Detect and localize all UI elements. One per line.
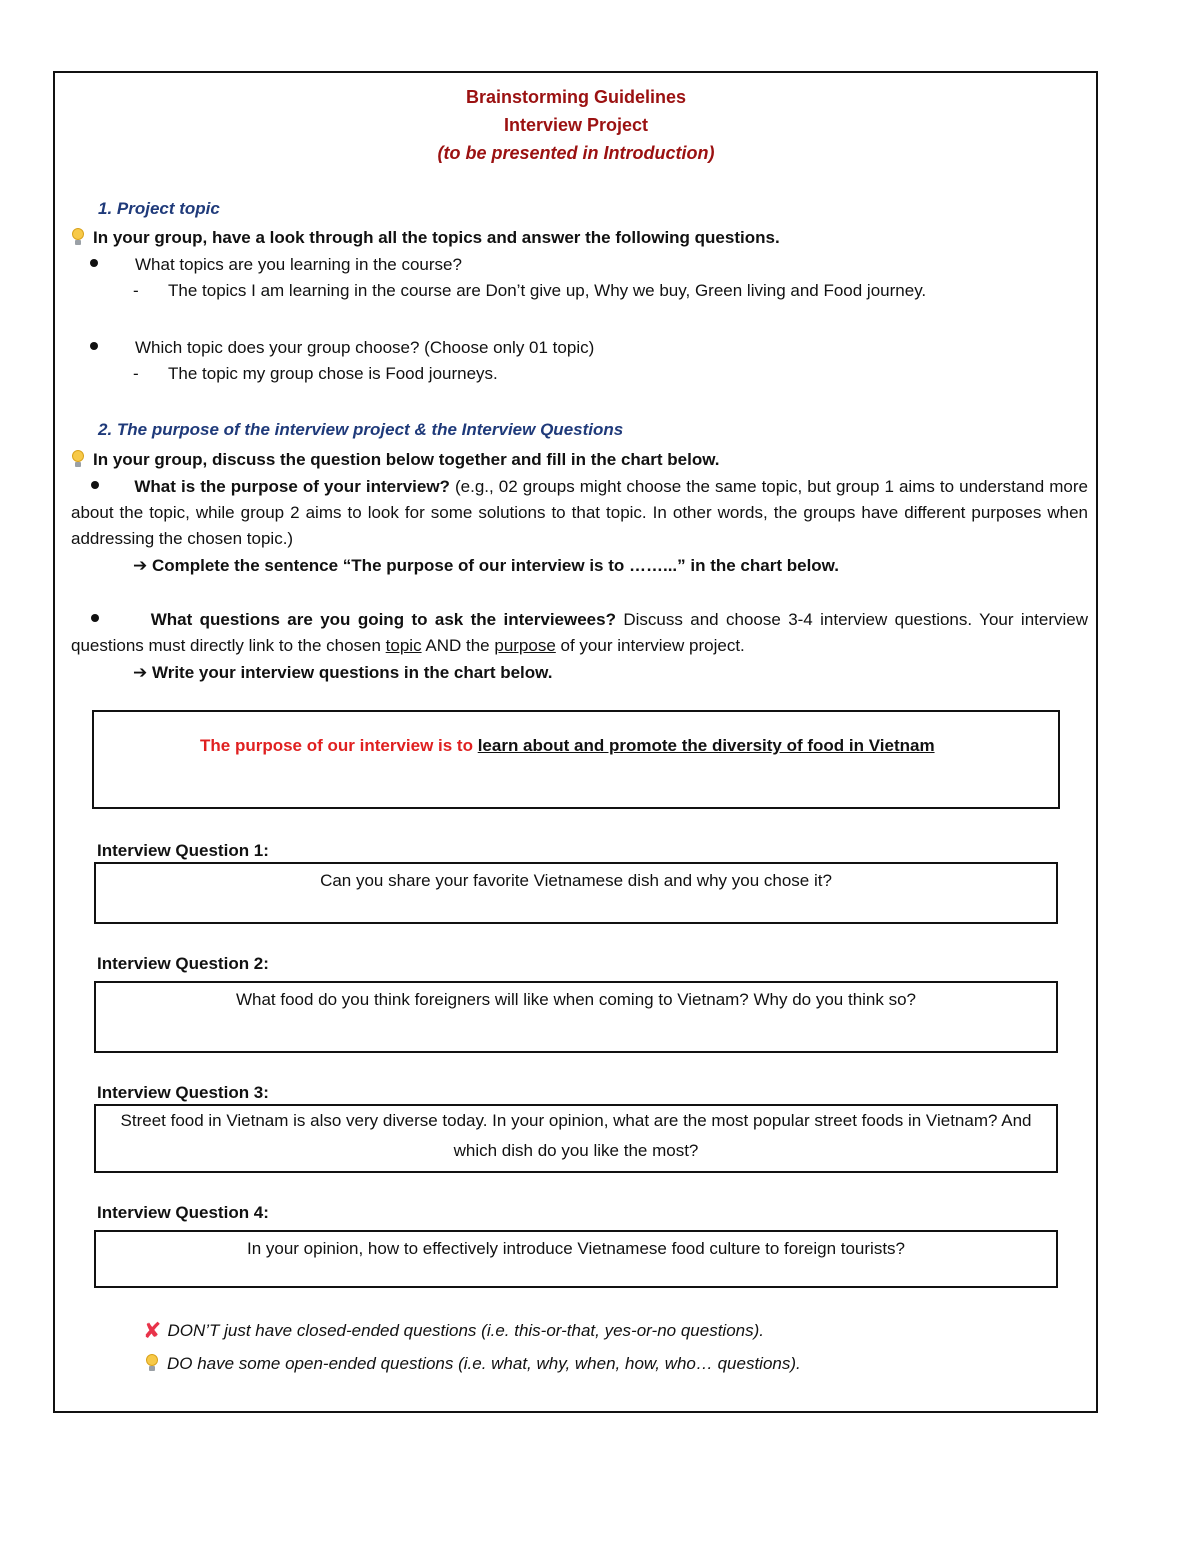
dont-tip <box>143 1320 764 1342</box>
section1-answer1: The topics I am learning in the course are Don’t give up, Why we buy, Green living and Food journey. <box>168 281 927 300</box>
bullet2-purpose: purpose <box>494 636 556 655</box>
dash-marker: - <box>133 281 139 300</box>
section2-arrow-instruction1: ➔ Complete the sentence “The purpose of our interview is to ……...” in the chart below. <box>133 556 839 575</box>
do-tip-text: DO have some open-ended questions (i.e. what, why, when, how, who… questions). <box>167 1354 801 1373</box>
bullet2-and: AND the <box>421 636 495 655</box>
purpose-sentence <box>200 734 935 758</box>
interview-question-label: Interview Question 1: <box>97 841 269 860</box>
section1-heading: 1. Project topic <box>98 199 220 218</box>
dont-tip-text: DON’T just have closed-ended questions (i.e. this-or-that, yes-or-no questions). <box>167 1321 764 1340</box>
interview-question-box <box>94 862 1058 924</box>
section1-question1: What topics are you learning in the course? <box>135 255 462 274</box>
purpose-lead: The purpose of our interview is to <box>200 736 478 755</box>
section2-bullet2 <box>71 607 1088 659</box>
interview-question-text: Can you share your favorite Vietnamese dish and why you chose it? <box>320 871 832 890</box>
purpose-answer: learn about and promote the diversity of food in Vietnam <box>477 736 935 755</box>
section1-answer2: The topic my group chose is Food journeys. <box>168 364 498 383</box>
bullet-dot-icon <box>91 481 99 489</box>
do-tip <box>145 1353 801 1375</box>
bullet-dot-icon <box>90 254 98 276</box>
dash-marker: - <box>133 364 139 383</box>
section1-instruction-line <box>71 227 780 249</box>
section2-heading: 2. The purpose of the interview project & the Interview Questions <box>98 420 624 439</box>
interview-question-box <box>94 981 1058 1053</box>
section2-arrow-instruction2: ➔ Write your interview questions in the chart below. <box>133 663 553 682</box>
document-title: Brainstorming Guidelines <box>465 87 687 107</box>
section2-instruction-line <box>71 449 720 471</box>
cross-mark-icon: ✘ <box>143 1318 162 1343</box>
interview-question-text: What food do you think foreigners will like when coming to Vietnam? Why do you think so? <box>235 990 917 1009</box>
lightbulb-icon <box>71 450 85 468</box>
section1-question2: Which topic does your group choose? (Choose only 01 topic) <box>135 338 595 357</box>
section1-instruction: In your group, have a look through all the topics and answer the following questions. <box>93 228 780 247</box>
purpose-box <box>92 710 1060 809</box>
bullet1-description: (e.g., 02 groups might choose the same topic, but group 1 aims to understand more about the topic, while group 2 aims to look for some solutions to that topic. In other words, the groups have different purposes when addressing the chosen topic.) <box>71 477 1089 548</box>
bullet2-description: Discuss and choose 3-4 interview questions. Your interview questions must directly link to the chosen <box>71 610 1088 655</box>
section2-bullet1 <box>71 474 1088 552</box>
bullet-dot-icon <box>90 337 98 359</box>
interview-question-text: In your opinion, how to effectively introduce Vietnamese food culture to foreign tourists? <box>246 1239 906 1258</box>
interview-question-text: Street food in Vietnam is also very diverse today. In your opinion, what are the most popular street foods in Vietnam? And which dish do you like the most? <box>120 1111 1032 1160</box>
interview-question-box <box>94 1104 1058 1173</box>
section2-instruction: In your group, discuss the question below together and fill in the chart below. <box>93 450 720 469</box>
document-note: (to be presented in Introduction) <box>437 143 715 163</box>
lightbulb-icon <box>71 228 85 246</box>
interview-question-label: Interview Question 2: <box>97 954 269 973</box>
document-subtitle: Interview Project <box>503 115 649 135</box>
interview-question-label: Interview Question 3: <box>97 1083 269 1102</box>
bullet2-end: of your interview project. <box>555 636 745 655</box>
interview-question-box <box>94 1230 1058 1288</box>
bullet2-question: What questions are you going to ask the interviewees? <box>150 610 616 629</box>
interview-question-label: Interview Question 4: <box>97 1203 269 1222</box>
bullet1-question: What is the purpose of your interview? <box>134 477 450 496</box>
bullet-dot-icon <box>91 614 99 622</box>
bullet2-topic: topic <box>385 636 422 655</box>
lightbulb-icon <box>145 1354 159 1372</box>
